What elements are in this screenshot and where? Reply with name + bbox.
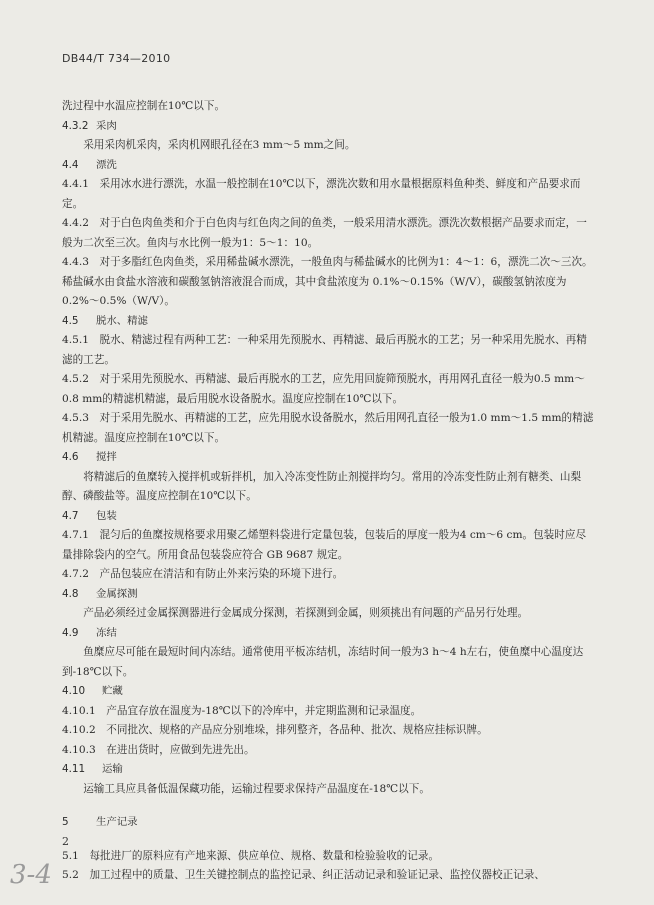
body-paragraph: 5.2 加工过程中的质量、卫生关键控制点的监控记录、纠正活动记录和验证记录、监控仪器校正记录、	[62, 869, 545, 881]
section-gap	[62, 799, 594, 813]
section-title: 金属探测	[96, 587, 138, 600]
section-number: 4.10	[62, 685, 86, 697]
body-paragraph: 洗过程中水温应控制在10℃以下。	[62, 100, 226, 112]
section-heading	[62, 448, 594, 468]
section-heading	[62, 585, 594, 605]
section-title: 生产记录	[96, 816, 138, 828]
body-paragraph: 将精滤后的鱼糜转入搅拌机或斩拌机，加入冷冻变性防止剂搅拌均匀。常用的冷冻变性防止剂有糖类、山梨醇、磷酸盐等。温度应控制在10℃以下。	[62, 470, 582, 502]
section-title: 采肉	[96, 119, 117, 132]
page-number: 2	[62, 835, 69, 848]
section-number: 4.8	[62, 587, 79, 600]
body-paragraph: 4.10.2 不同批次、规格的产品应分别堆垛，排列整齐，各品种、批次、规格应挂标识牌。	[62, 724, 488, 736]
section-title: 包装	[96, 509, 117, 522]
body-paragraph: 4.5.1 脱水、精滤过程有两种工艺：一种采用先预脱水、再精滤、最后再脱水的工艺；另一种采用先脱水、再精滤的工艺。	[62, 334, 587, 366]
section-heading	[62, 813, 594, 833]
section-title: 漂洗	[96, 158, 117, 171]
body-paragraph: 4.4.2 对于白色肉鱼类和介于白色肉与红色肉之间的鱼类，一般采用清水漂洗。漂洗次数根据产品要求而定，一般为二次至三次。鱼肉与水比例一般为1：5～1：10。	[62, 217, 587, 249]
section-title: 脱水、精滤	[96, 314, 148, 327]
section-number: 4.6	[62, 451, 79, 463]
handwritten-mark: 3-4	[10, 860, 52, 890]
section-title: 冻结	[96, 626, 117, 639]
section-number: 4.4	[62, 158, 79, 171]
section-heading	[62, 156, 594, 176]
body-paragraph: 4.4.3 对于多脂红色肉鱼类，采用稀盐碱水漂洗，一般鱼肉与稀盐碱水的比例为1：4～1：6，漂洗二次～三次。稀盐碱水由食盐水溶液和碳酸氢钠溶液混合而成，其中食盐浓度为 0.1%～0.15%（W/V），碳酸氢钠浓度为 0.2%～0.5%（W/V）。	[62, 256, 593, 307]
section-number: 4.3.2	[62, 119, 89, 132]
section-heading	[62, 760, 594, 780]
section-title: 贮藏	[102, 685, 123, 697]
body-paragraph: 4.7.1 混匀后的鱼糜按规格要求用聚乙烯塑料袋进行定量包装，包装后的厚度一般为4 cm～6 cm。包装时应尽量排除袋内的空气。所用食品包装袋应符合 GB 9687 规定。	[62, 529, 587, 561]
section-title: 运输	[102, 763, 123, 775]
body-paragraph: 采用采肉机采肉，采肉机网眼孔径在3 mm～5 mm之间。	[83, 139, 356, 151]
section-number: 5	[62, 816, 69, 828]
section-heading	[62, 312, 594, 332]
body-paragraph: 5.1 每批进厂的原料应有产地来源、供应单位、规格、数量和检验验收的记录。	[62, 849, 440, 862]
section-gap	[62, 833, 594, 847]
body-paragraph: 鱼糜应尽可能在最短时间内冻结。通常使用平板冻结机，冻结时间一般为3 h～4 h左右，使鱼糜中心温度达到-18℃以下。	[62, 646, 584, 678]
section-heading	[62, 682, 594, 702]
body-paragraph: 4.7.2 产品包装应在清洁和有防止外来污染的环境下进行。	[62, 568, 344, 580]
standard-code-header: DB44/T 734—2010	[62, 52, 171, 65]
section-number: 4.11	[62, 763, 86, 775]
document-body	[62, 97, 594, 886]
body-paragraph: 运输工具应具备低温保藏功能，运输过程要求保持产品温度在-18℃以下。	[83, 782, 430, 795]
section-heading	[62, 624, 594, 644]
body-paragraph: 4.5.3 对于采用先脱水、再精滤的工艺，应先用脱水设备脱水，然后用网孔直径一般为1.0 mm～1.5 mm的精滤机精滤。温度应控制在10℃以下。	[62, 412, 594, 444]
body-paragraph: 4.10.3 在进出货时，应做到先进先出。	[62, 743, 255, 756]
body-paragraph: 4.10.1 产品宜存放在温度为-18℃以下的冷库中，并定期监测和记录温度。	[62, 704, 422, 717]
body-paragraph: 4.5.2 对于采用先预脱水、再精滤、最后再脱水的工艺，应先用回旋筛预脱水，再用网孔直径一般为0.5 mm～0.8 mm的精滤机精滤，最后用脱水设备脱水。温度应控制在10℃以下。	[62, 373, 585, 405]
section-heading	[62, 507, 594, 527]
section-number: 4.7	[62, 509, 79, 522]
body-paragraph: 产品必须经过金属探测器进行金属成分探测，若探测到金属，则须挑出有问题的产品另行处理。	[83, 607, 529, 619]
section-heading	[62, 117, 594, 137]
section-number: 4.9	[62, 626, 79, 639]
section-title: 搅拌	[96, 451, 117, 463]
body-paragraph: 4.4.1 采用冰水进行漂洗，水温一般控制在10℃以下，漂洗次数和用水量根据原料鱼种类、鲜度和产品要求而定。	[62, 178, 581, 210]
section-number: 4.5	[62, 314, 79, 327]
